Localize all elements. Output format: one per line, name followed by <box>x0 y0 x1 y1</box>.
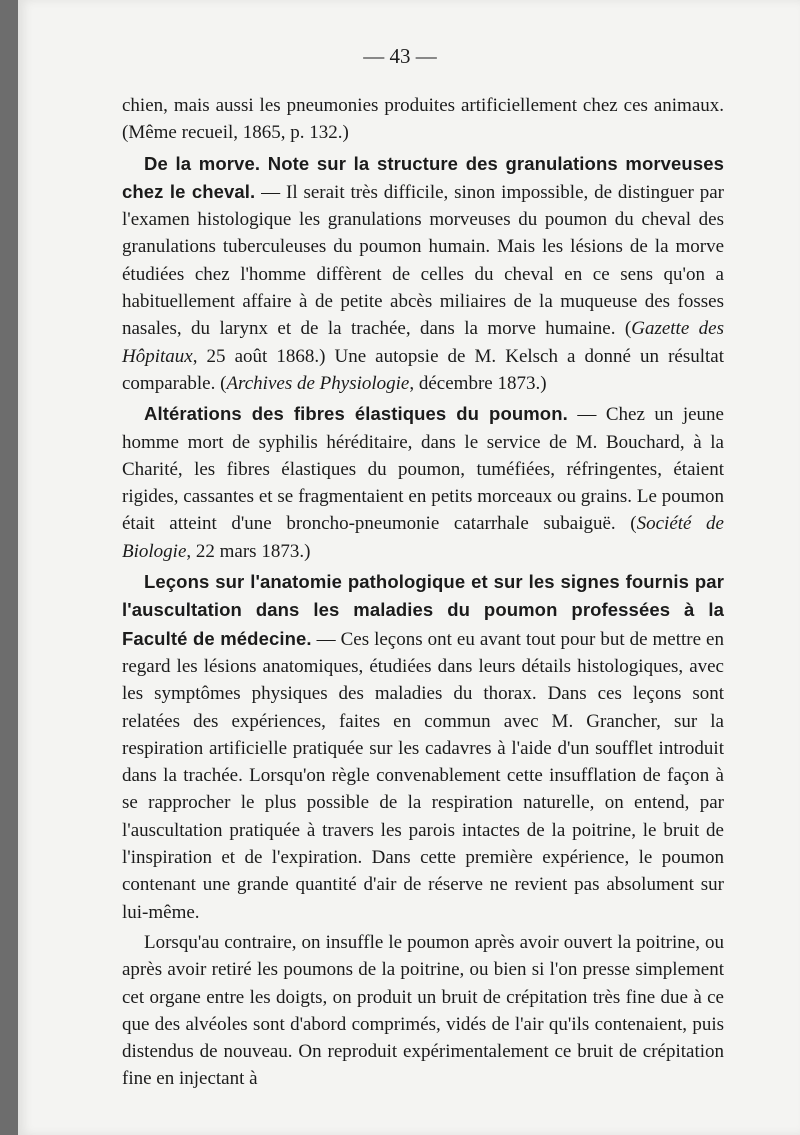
paragraph-text: — Chez un jeune homme mort de syphilis héréditaire, dans le service de M. Bouchard, à la Charité, les fibres élastiques du poumon, tuméfiées, réfringentes, étaient rigides, cassantes et se fragmentaient en petits morceaux ou grains. Le poumon était atteint d'une broncho-pneumonie catarrhale subaiguë. ( <box>122 404 724 535</box>
paragraph-text: Lorsqu'au contraire, on insuffle le poumon après avoir ouvert la poitrine, ou après avoir retiré les poumons de la poitrine, ou bien si l'on presse simplement cet organe entre les doigts, on produit un bruit de crépitation très fine due à ce que des alvéoles sont d'abord comprimés, vidés de l'air qu'ils contenaient, puis distendus de nouveau. On reproduit expérimentalement ce bruit de crépitation fine en injectant à <box>122 931 724 1090</box>
paragraph-text: , 22 mars 1873.) <box>186 540 311 562</box>
citation-gazette-des-hopitaux: Gazette des Hôpitaux <box>122 318 724 367</box>
paragraph-morve <box>122 150 724 398</box>
paragraph-fibres-elastiques <box>122 400 724 565</box>
paragraph-continuation <box>122 92 724 147</box>
section-heading-fibres-elastiques: Altérations des fibres élastiques du poumon. <box>144 403 568 425</box>
paragraph-text: chien, mais aussi les pneumonies produites artificiellement chez ces animaux. (Même recueil, 1865, p. 132.) <box>122 95 724 144</box>
citation-archives-de-physiologie: Archives de Physiologie <box>226 372 410 394</box>
citation-societe-de-biologie: Société de Biologie <box>122 513 724 562</box>
paragraph-text: — Ces leçons ont eu avant tout pour but de mettre en regard les lésions anatomiques, étudiées dans leurs détails histologiques, avec les symptômes physiques des maladies du thorax. Dans ces leçons sont relatées des expériences, faites en commun avec M. Grancher, sur la respiration artificielle pratiquée sur les cadavres à l'aide d'un soufflet introduit dans la trachée. Lorsqu'on règle convenablement cette insufflation de façon à se rapprocher le plus possible de la respiration naturelle, on entend, par l'auscultation pratiquée à travers les parois intactes de la poitrine, le bruit de l'inspiration et de l'expiration. Dans cette première expérience, le poumon contenant une grande quantité d'air de réserve ne revient pas absolument sur lui-même. <box>122 628 724 923</box>
paragraph-text: — Il serait très difficile, sinon impossible, de distinguer par l'examen histologique les granulations morveuses du poumon du cheval des granulations tuberculeuses du poumon humain. Mais les lésions de la morve étudiées chez l'homme diffèrent de celles du cheval en ce sens qu'on a habituellement affaire à de petite abcès miliaires de la muqueuse des fosses nasales, du larynx et de la trachée, dans la morve humaine. ( <box>122 181 724 340</box>
section-heading-morve: De la morve. Note sur la structure des granulations morveuses chez le cheval. <box>122 152 724 202</box>
paragraph-lecons <box>122 568 724 926</box>
section-heading-lecons: Leçons sur l'anatomie pathologique et sur les signes fournis par l'auscultation dans les maladies du poumon professées à la Faculté de médecine. <box>122 571 724 649</box>
paragraph-insufflation <box>122 929 724 1093</box>
body-text <box>122 92 724 1093</box>
paragraph-text: , décembre 1873.) <box>409 372 547 394</box>
paragraph-text: , 25 août 1868.) Une autopsie de M. Kelsch a donné un résultat comparable. ( <box>122 345 724 394</box>
page-number: — 43 — <box>363 44 437 68</box>
